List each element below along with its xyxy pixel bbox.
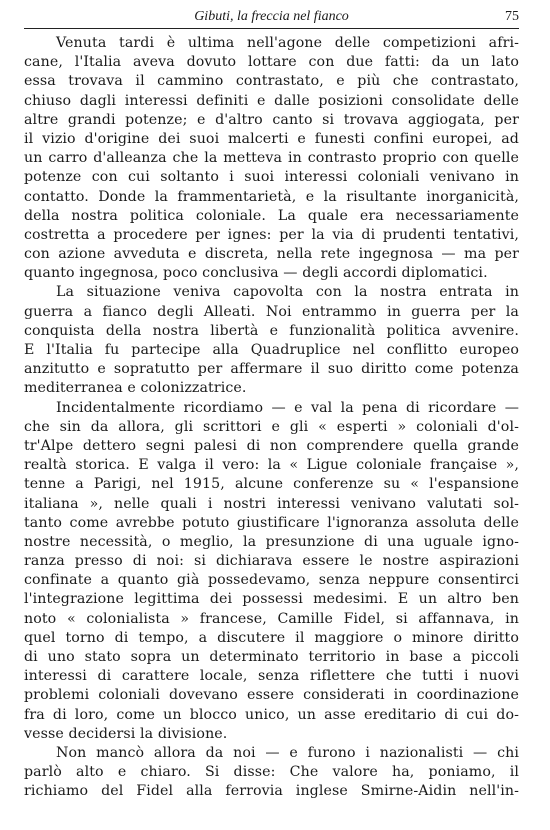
- text-line: Venuta tardi è ultima nell'agone delle competizioni afri-: [56, 35, 519, 51]
- page-number: 75: [505, 9, 519, 24]
- text-line: un carro d'alleanza che la metteva in contrasto proprio con quelle: [24, 150, 519, 167]
- text-line: realtà storica. E valga il vero: la « Ligue coloniale française »,: [24, 457, 519, 474]
- text-line: E l'Italia fu partecipe alla Quadruplice nel conflitto europeo: [24, 342, 519, 358]
- text-line: anzitutto e sopratutto per affermare il suo diritto come potenza: [24, 361, 519, 378]
- text-line: della nostra politica coloniale. La quale era necessariamente: [24, 207, 519, 224]
- text-line: nostre necessità, o meglio, la presunzione di una uguale igno-: [24, 533, 519, 550]
- text-line: costretta a procedere per ignes: per la via di prudenti tentativi,: [24, 226, 519, 243]
- text-line: potenze con cui soltanto i suoi interessi coloniali venivano in: [24, 169, 519, 186]
- text-line: guerra a fianco degli Alleati. Noi entrammo in guerra per la: [24, 303, 519, 320]
- text-line: La situazione veniva capovolta con la nostra entrata in: [56, 284, 519, 301]
- text-line: italiana », nelle quali i nostri interessi venivano valutati sol-: [24, 495, 519, 512]
- text-line: chiuso dagli interessi definiti e dalle posizioni consolidate delle: [24, 92, 519, 109]
- text-line: Incidentalmente ricordiamo — e val la pena di ricordare —: [56, 399, 519, 416]
- text-line: conquista della nostra libertà e funzionalità politica avvenire.: [24, 322, 519, 339]
- text-line: mediterranea e colonizzatrice.: [24, 380, 247, 397]
- text-line: essa trovava il cammino contrastato, e più che contrastato,: [24, 73, 519, 90]
- text-line: cane, l'Italia aveva dovuto lottare con due fatti: da un lato: [24, 54, 519, 71]
- text-line: altre grandi potenze; e d'altro canto si trovava aggiogata, per: [24, 111, 519, 128]
- text-line: vesse decidersi la divisione.: [24, 725, 228, 742]
- text-line: confinate a quanto già possedevamo, senza neppure consentirci: [24, 572, 519, 589]
- text-line: con azione avveduta e discreta, nella rete ingegnosa — ma per: [24, 246, 519, 263]
- text-line: quel torno di tempo, a discutere il maggiore o minore diritto: [24, 629, 519, 646]
- text-line: l'integrazione legittima dei possessi medesimi. E un altro ben: [24, 591, 519, 608]
- text-line: tanto come avrebbe potuto giustificare l'ignoranza assoluta delle: [24, 514, 519, 531]
- text-line: ranza presso di noi: si dichiarava essere le nostre aspirazioni: [24, 553, 519, 570]
- text-line: Non mancò allora da noi — e furono i nazionalisti — chi: [56, 744, 519, 761]
- text-line: noto « colonialista » francese, Camille Fidel, si affannava, in: [24, 610, 519, 627]
- text-line: che sin da allora, gli scrittori e gli « esperti » coloniali d'ol-: [24, 418, 519, 435]
- text-line: interessi di carattere locale, senza riflettere che tutti i nuovi: [24, 668, 519, 685]
- text-line: quanto ingegnosa, poco conclusiva — degli accordi diplomatici.: [24, 265, 488, 282]
- text-line: il vizio d'origine dei suoi malcerti e funesti confini europei, ad: [24, 130, 519, 147]
- text-line: problemi coloniali dovevano essere considerati in coordinazione: [24, 687, 519, 704]
- book-page: [24, 0, 519, 830]
- running-title: Gibuti, la freccia nel fianco: [194, 9, 349, 24]
- page-header: [24, 8, 519, 29]
- body-text: [24, 34, 519, 802]
- text-line: fra di loro, come un blocco unico, un asse ereditario di cui do-: [24, 706, 519, 723]
- text-line: richiamo del Fidel alla ferrovia inglese Smirne-Aidin nell'in-: [24, 783, 519, 800]
- text-line: tr'Alpe dettero segni palesi di non comprendere quella grande: [24, 437, 519, 454]
- text-line: parlò alto e chiaro. Si disse: Che valore ha, poniamo, il: [24, 764, 519, 781]
- text-line: di uno stato sopra un determinato territorio in base a piccoli: [24, 649, 519, 665]
- text-line: contatto. Donde la frammentarietà, e la risultante inorganicità,: [24, 188, 519, 205]
- text-line: tenne a Parigi, nel 1915, alcune conferenze su « l'espansione: [24, 476, 519, 493]
